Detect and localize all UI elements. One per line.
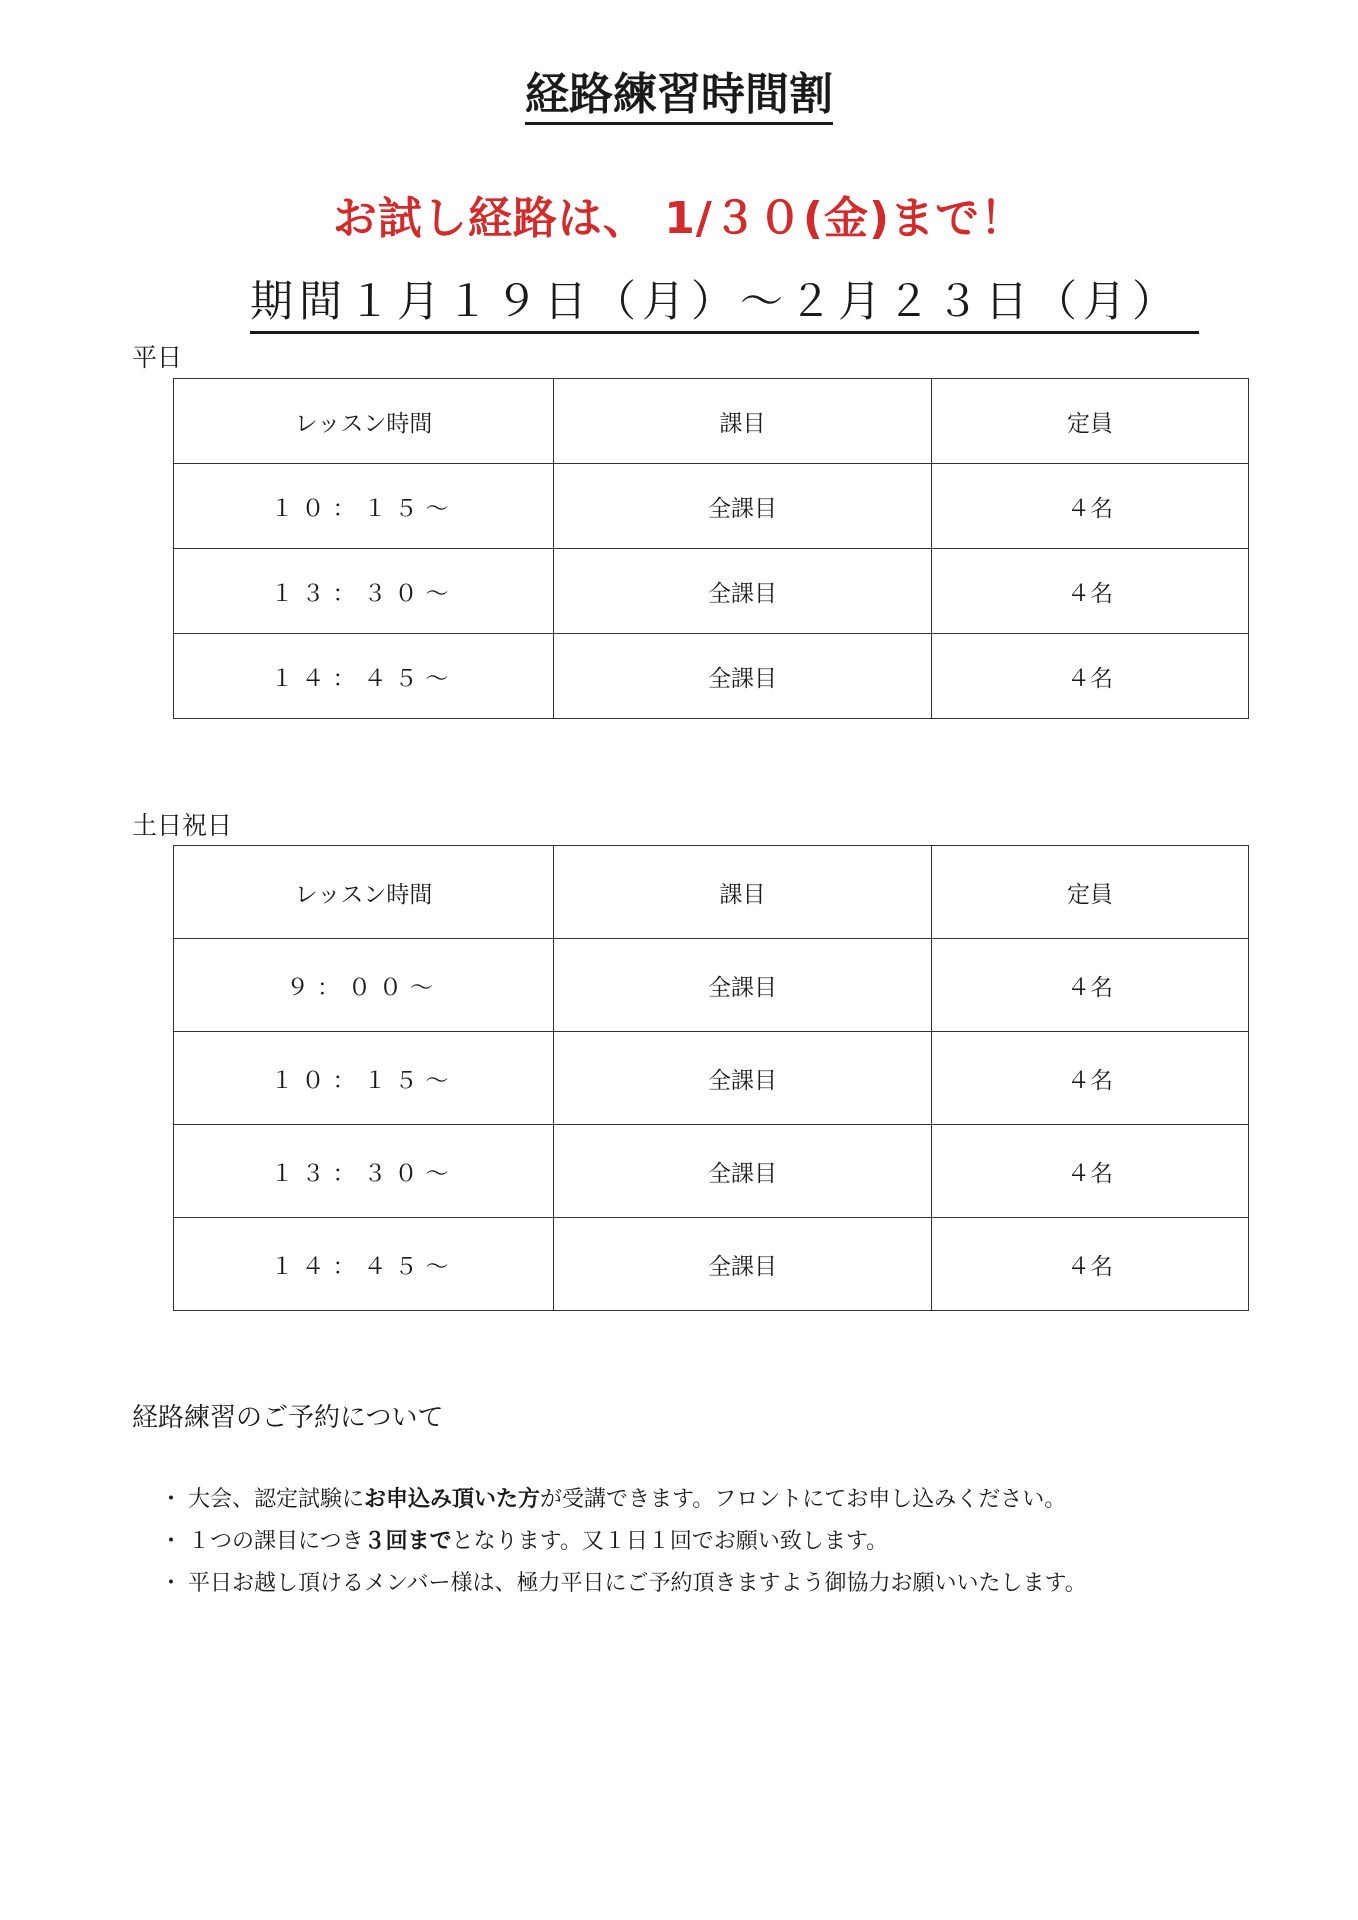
lesson-time-cell: １０：１５～ bbox=[174, 464, 554, 549]
header-lesson-time: レッスン時間 bbox=[174, 379, 554, 464]
lesson-time-cell: ９：００～ bbox=[174, 939, 554, 1032]
capacity-cell: ４名 bbox=[932, 1032, 1249, 1125]
bullet-mark: ・ bbox=[160, 1529, 183, 1554]
lesson-time-cell: １４：４５～ bbox=[174, 1218, 554, 1311]
list-item bbox=[160, 1520, 1087, 1562]
table-row bbox=[174, 1032, 1249, 1125]
trial-notice: お試し経路は、 1/３０(金)まで！ bbox=[332, 193, 1026, 244]
lesson-time-cell: １３：３０～ bbox=[174, 1125, 554, 1218]
lesson-time-cell: １３：３０～ bbox=[174, 549, 554, 634]
booking-info-heading: 経路練習のご予約について bbox=[132, 1403, 444, 1433]
weekday-schedule-table bbox=[173, 378, 1249, 719]
subject-cell: 全課目 bbox=[554, 1032, 932, 1125]
page-title-text: 経路練習時間割 bbox=[525, 69, 833, 125]
capacity-cell: ４名 bbox=[932, 1218, 1249, 1311]
bullet-mark: ・ bbox=[160, 1571, 183, 1596]
header-capacity: 定員 bbox=[932, 846, 1249, 939]
page-title bbox=[0, 58, 1358, 122]
note-text: １つの課目につき bbox=[188, 1529, 364, 1554]
note-text: となります。又１日１回でお願い致します。 bbox=[451, 1529, 889, 1554]
subject-cell: 全課目 bbox=[554, 1125, 932, 1218]
table-row bbox=[174, 1125, 1249, 1218]
capacity-cell: ４名 bbox=[932, 939, 1249, 1032]
lesson-time-cell: １４：４５～ bbox=[174, 634, 554, 719]
table-row bbox=[174, 939, 1249, 1032]
header-subject: 課目 bbox=[554, 846, 932, 939]
weekend-holiday-label: 土日祝日 bbox=[132, 811, 233, 840]
list-item bbox=[160, 1478, 1087, 1520]
subject-cell: 全課目 bbox=[554, 939, 932, 1032]
table-header-row bbox=[174, 846, 1249, 939]
capacity-cell: ４名 bbox=[932, 464, 1249, 549]
booking-notes-list bbox=[160, 1478, 1087, 1604]
capacity-cell: ４名 bbox=[932, 634, 1249, 719]
table-row bbox=[174, 464, 1249, 549]
list-item bbox=[160, 1562, 1087, 1604]
weekend-schedule-table bbox=[173, 845, 1249, 1311]
capacity-cell: ４名 bbox=[932, 1125, 1249, 1218]
capacity-cell: ４名 bbox=[932, 549, 1249, 634]
table-row bbox=[174, 634, 1249, 719]
subject-cell: 全課目 bbox=[554, 549, 932, 634]
note-emphasis: ３回まで bbox=[363, 1528, 452, 1554]
subject-cell: 全課目 bbox=[554, 1218, 932, 1311]
header-capacity: 定員 bbox=[932, 379, 1249, 464]
lesson-time-cell: １０：１５～ bbox=[174, 1032, 554, 1125]
weekday-label: 平日 bbox=[132, 343, 183, 372]
bullet-mark: ・ bbox=[160, 1487, 183, 1512]
table-row bbox=[174, 549, 1249, 634]
header-subject: 課目 bbox=[554, 379, 932, 464]
subject-cell: 全課目 bbox=[554, 464, 932, 549]
note-text: 大会、認定試験に bbox=[188, 1487, 365, 1512]
table-header-row bbox=[174, 379, 1249, 464]
subject-cell: 全課目 bbox=[554, 634, 932, 719]
note-emphasis: お申込み頂いた方 bbox=[364, 1486, 541, 1512]
header-lesson-time: レッスン時間 bbox=[174, 846, 554, 939]
note-text: 平日お越し頂けるメンバー様は、極力平日にご予約頂きますよう御協力お願いいたします。 bbox=[188, 1571, 1087, 1596]
note-text: が受講できます。フロントにてお申し込みください。 bbox=[540, 1487, 1067, 1512]
table-row bbox=[174, 1218, 1249, 1311]
period-heading: 期間１月１９日（月）～２月２３日（月） bbox=[250, 268, 1199, 334]
